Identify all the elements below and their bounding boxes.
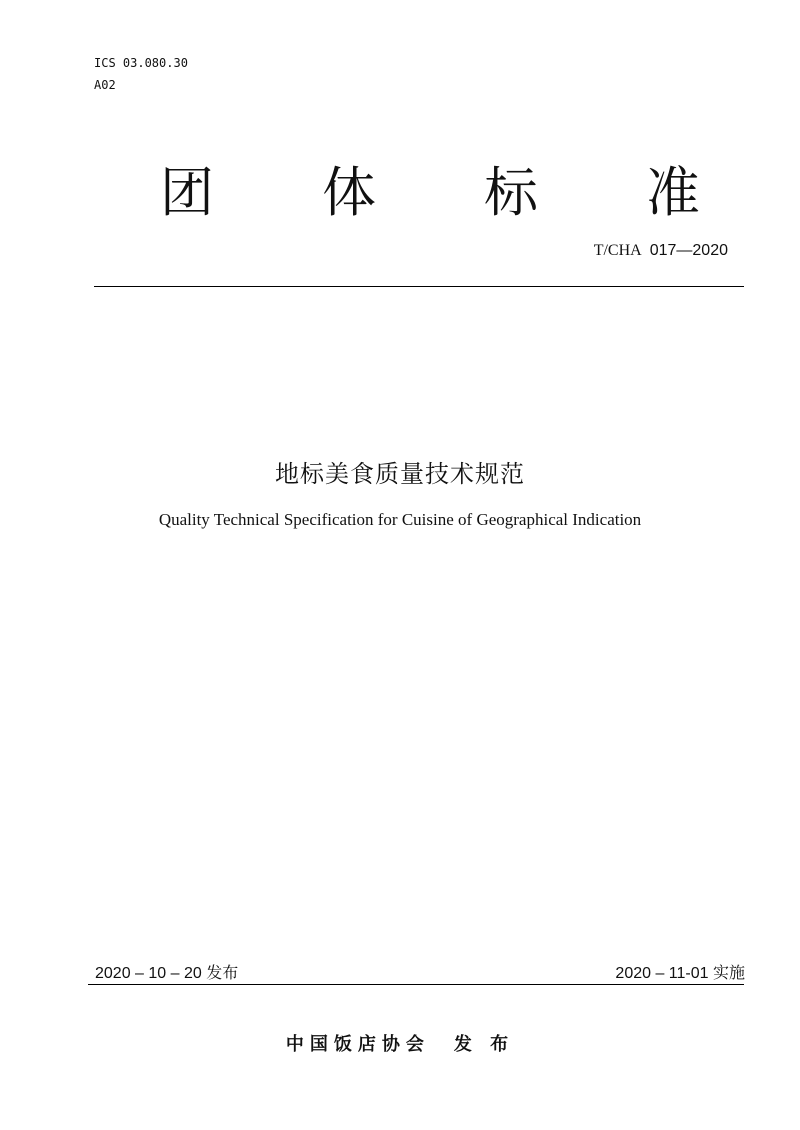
standard-type-char: 准 <box>646 161 700 224</box>
standard-prefix: T/CHA <box>593 242 642 259</box>
standard-number-value: 017—2020 <box>649 242 728 259</box>
issuer-line <box>0 1030 800 1056</box>
document-title-en: Quality Technical Specification for Cuisine of Geographical Indication <box>158 510 642 529</box>
standard-number <box>594 242 728 260</box>
ics-code: ICS 03.080.30 <box>94 56 188 70</box>
standard-type-char: 团 <box>160 161 214 224</box>
document-title-cn: 地标美食质量技术规范 <box>275 460 525 488</box>
issuer-name: 中国饭店协会 <box>285 1034 430 1055</box>
standard-type-char: 标 <box>484 161 538 224</box>
issuer-action: 发 布 <box>453 1034 515 1055</box>
header-divider <box>94 286 744 287</box>
standard-type-heading <box>160 158 700 228</box>
publish-date: 2020 – 10 – 20 发布 <box>95 965 239 982</box>
footer-divider <box>88 984 744 985</box>
ccs-code: A02 <box>94 78 116 92</box>
standard-type-char: 体 <box>322 161 376 224</box>
implement-date: 2020 – 11-01 实施 <box>615 965 745 982</box>
